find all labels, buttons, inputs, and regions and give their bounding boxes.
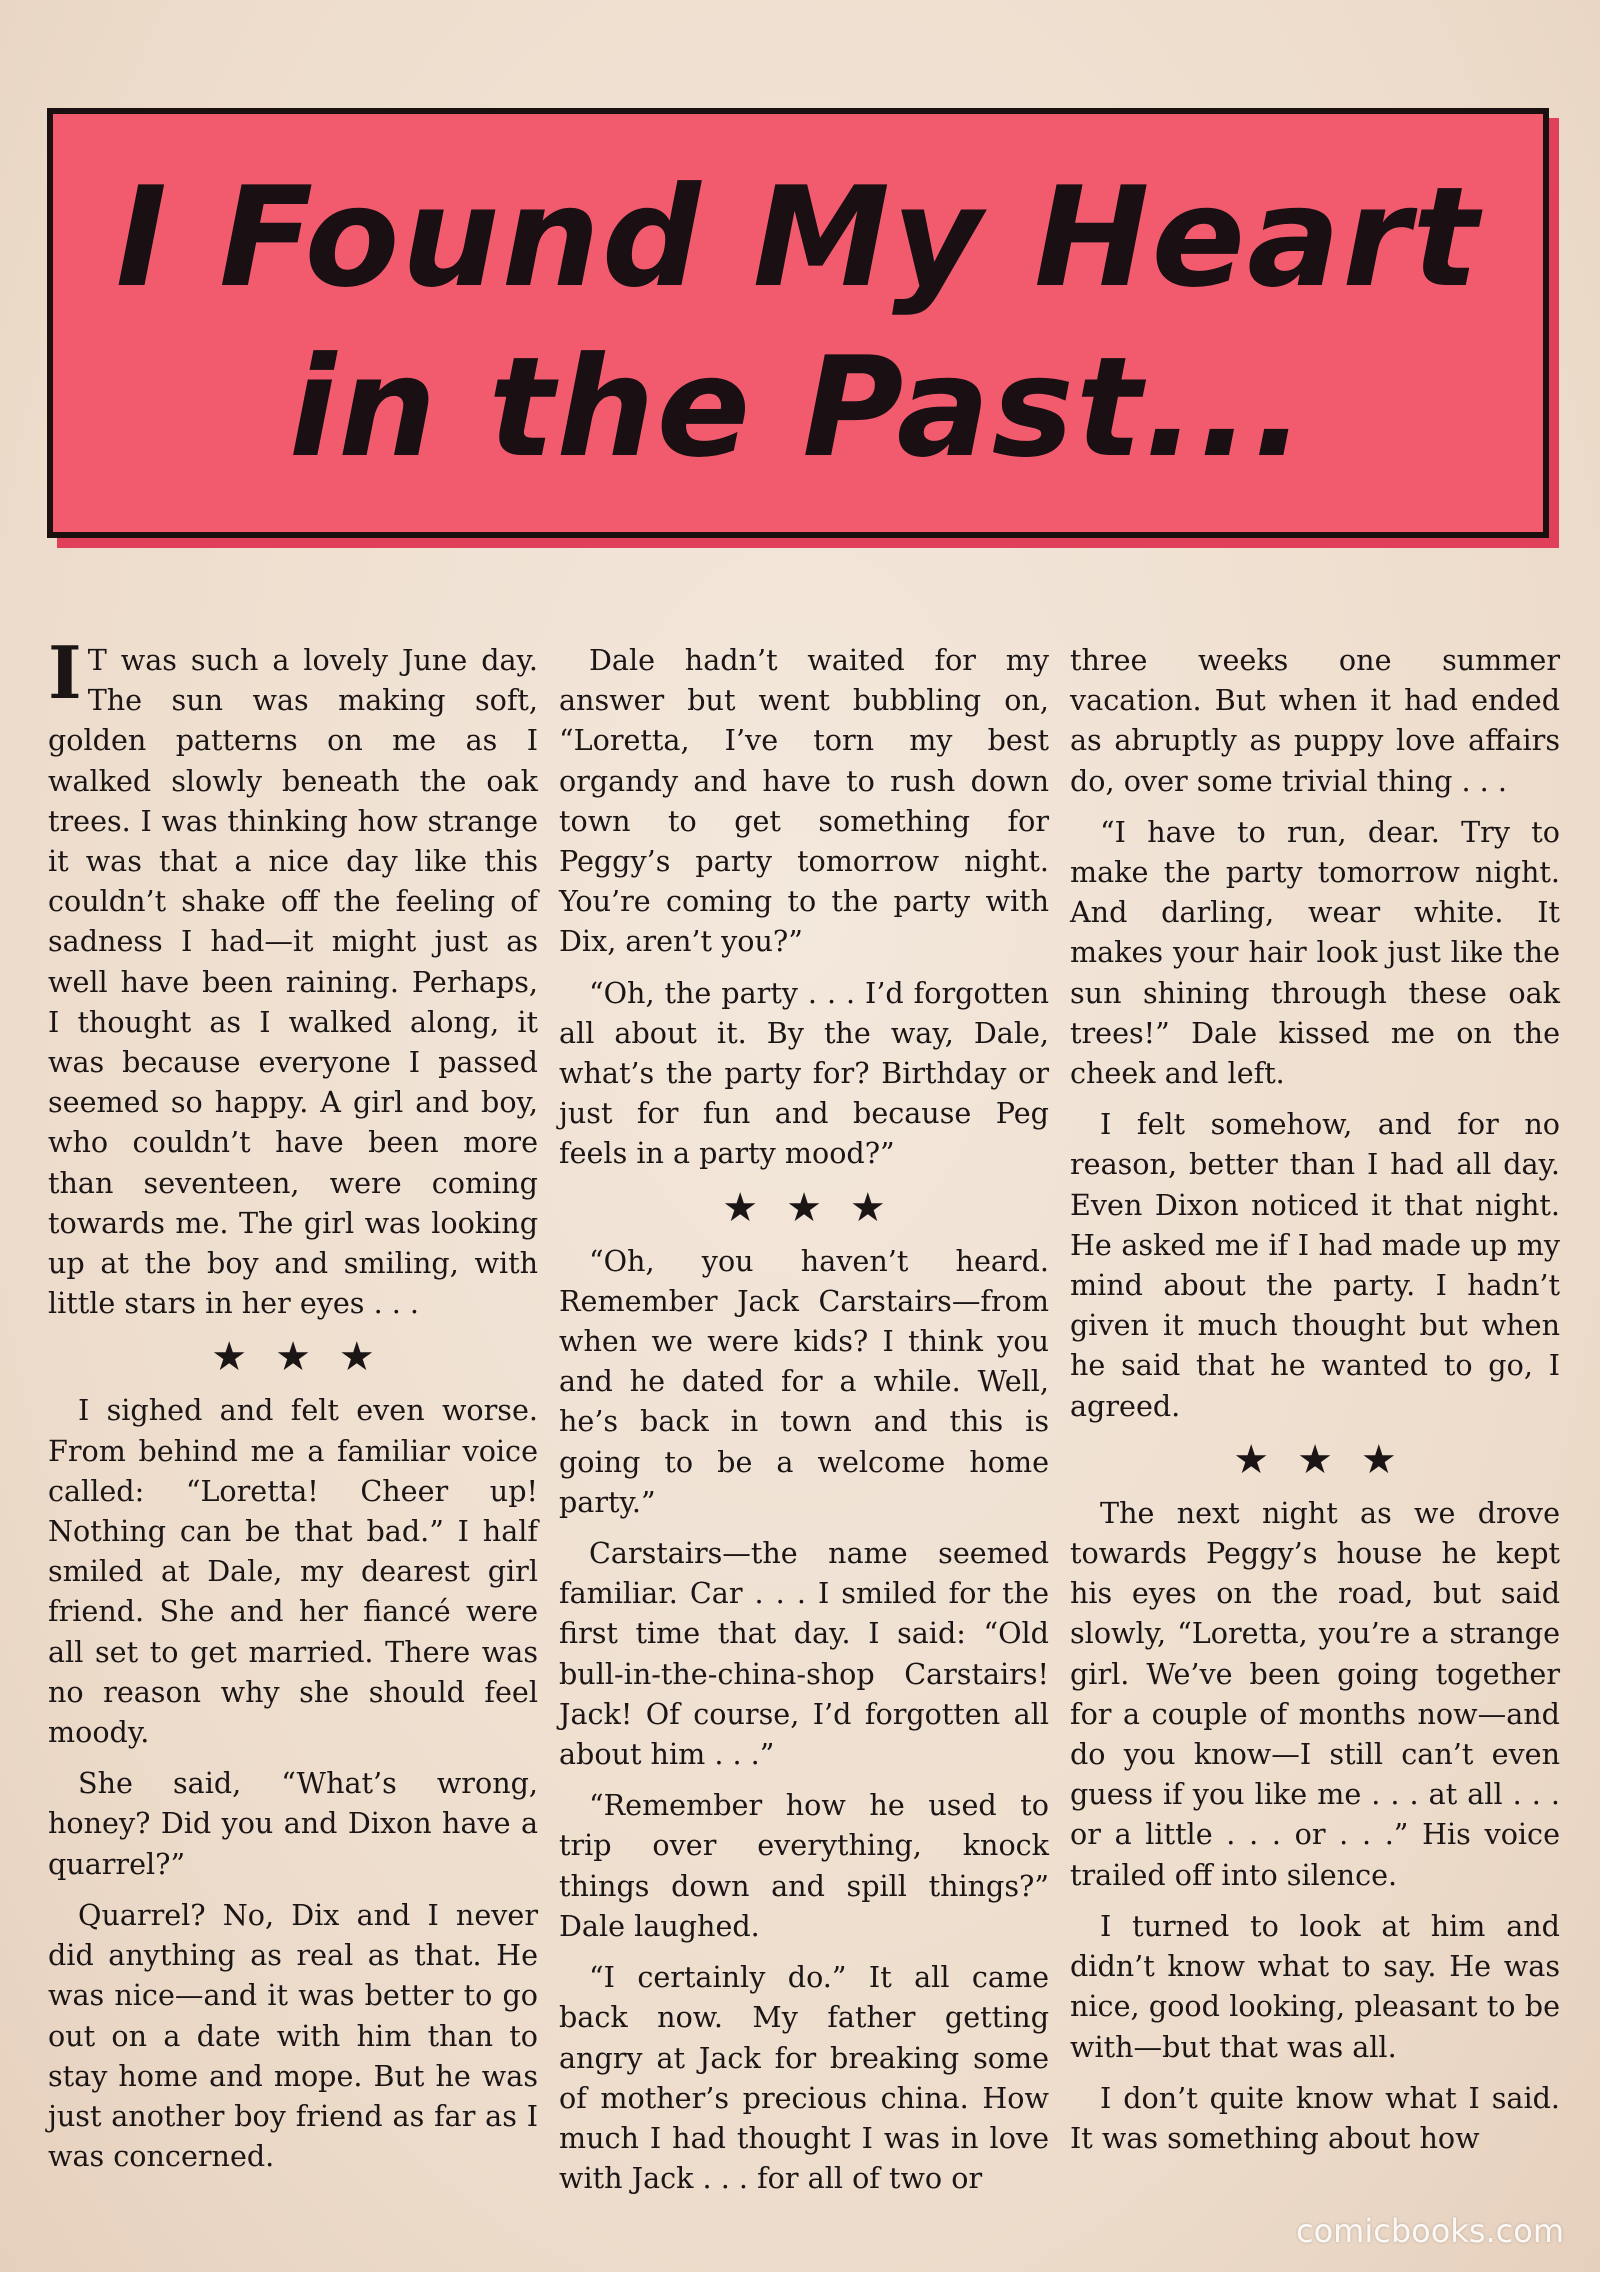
section-break-stars: ★★★ [211,1334,403,1381]
story-paragraph: The next night as we drove towards Peggy’s house he kept his eyes on the road, but said slowly, “Loretta, you’re a strange girl. We’ve been going together for a couple of months now—and do you know—I still can’t even guess if you like me . . . at all . . . or a little . . . or . . .” His voice trailed off into silence. [1070,1495,1560,1892]
story-paragraph: “Oh, you haven’t heard. Remember Jack Carstairs—from when we were kids? I think you and he dated for a while. Well, he’s back in town and this is going to be a welcome home party.” [559,1243,1049,1519]
watermark: comicbooks.com [1295,2212,1564,2250]
story-paragraph: three weeks one summer vacation. But when it had ended as abruptly as puppy love affairs do, over some trivial thing . . . [1070,643,1560,798]
story-paragraph: Carstairs—the name seemed familiar. Car . . . I smiled for the first time that day. I said: “Old bull-in-the-china-shop Carstairs! Jack! Of course, I’d forgotten all about him . . .” [559,1536,1049,1772]
story-column-3 [1070,640,1560,2209]
story-paragraph: “Oh, the party . . . I’d forgotten all about it. By the way, Dale, what’s the party for? Birthday or just for fun and because Peg feels in a party mood?” [559,975,1049,1171]
section-break-stars: ★★★ [722,1184,914,1231]
story-paragraph: She said, “What’s wrong, honey? Did you and Dixon have a quarrel?” [48,1766,538,1881]
story-column-1 [48,630,538,2209]
story-paragraph [48,630,538,1323]
story-paragraph: I turned to look at him and didn’t know what to say. He was nice, good looking, pleasant to be with—but that was all. [1070,1908,1560,2064]
story-column-2 [559,640,1049,2209]
title-banner [47,108,1549,538]
paragraph-text: T was such a lovely June day. The sun was making soft, golden patterns on me as I walked slowly beneath the oak trees. I was thinking how strange it was that a nice day like this couldn’t shake off the feeling of sadness I had—it might just as well have been raining. Perhaps, I thought as I walked along, it was because everyone I passed seemed so happy. A girl and boy, who couldn’t have been more than seventeen, were coming towards me. The girl was looking up at the boy and smiling, with little stars in her eyes . . . [48,643,538,1321]
story-paragraph: I don’t quite know what I said. It was something about how [1070,2080,1560,2155]
story-columns [48,630,1560,2209]
title-line-1: I Found My Heart [115,157,1481,318]
drop-cap: I [48,630,82,715]
title-line-2: in the Past... [288,327,1308,488]
story-paragraph: “Remember how he used to trip over everything, knock things down and spill things?” Dale laughed. [559,1788,1049,1943]
section-break-stars: ★★★ [1233,1436,1425,1483]
story-paragraph: “I have to run, dear. Try to make the party tomorrow night. And darling, wear white. It makes your hair look just like the sun shining through these oak trees!” Dale kissed me on the cheek and left. [1070,814,1560,1091]
story-paragraph: Dale hadn’t waited for my answer but went bubbling on, “Loretta, I’ve torn my best organdy and have to rush down town to get something for Peggy’s party tomorrow night. You’re coming to the party with Dix, aren’t you?” [559,643,1049,959]
story-paragraph: “I certainly do.” It all came back now. My father getting angry at Jack for breaking some of mother’s precious china. How much I had thought I was in love with Jack . . . for all of two or [559,1960,1049,2196]
story-paragraph: I felt somehow, and for no reason, better than I had all day. Even Dixon noticed it that night. He asked me if I had made up my mind about the party. I hadn’t given it much thought but when he said that he wanted to go, I agreed. [1070,1107,1560,1423]
story-paragraph: Quarrel? No, Dix and I never did anything as real as that. He was nice—and it was better to go out on a date with him than to stay home and mope. But he was just another boy friend as far as I was concerned. [48,1897,538,2174]
story-paragraph: I sighed and felt even worse. From behind me a familiar voice called: “Loretta! Cheer up! Nothing can be that bad.” I half smiled at Dale, my dearest girl friend. She and her fiancé were all set to get married. There was no reason why she should feel moody. [48,1393,538,1750]
